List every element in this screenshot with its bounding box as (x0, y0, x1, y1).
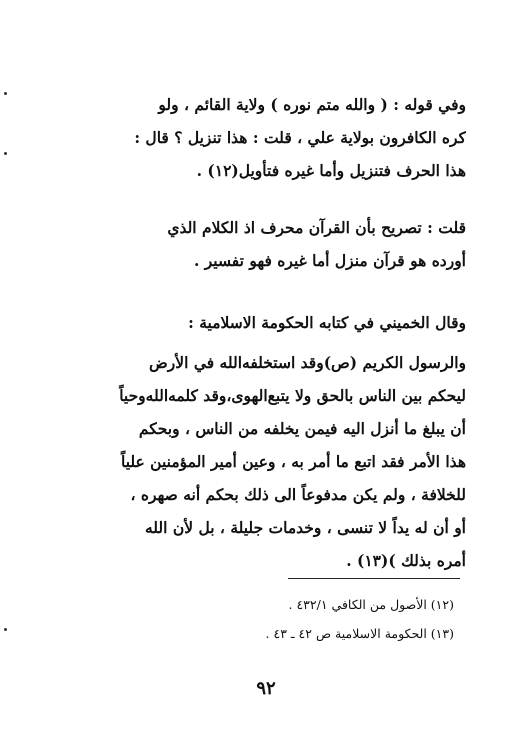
text-line: أورده هو قرآن منزل أما غيره فهو تفسير . (193, 251, 466, 270)
text-line: أو أن له يداً لا تنسى ، وخدمات جليلة ، بل لأن الله (144, 518, 466, 537)
text-line: والرسول الكريم (ص)وقد استخلفه‌الله في الأرض (149, 353, 466, 372)
text-line: أن يبلغ ما أنزل اليه فيمن يخلفه من الناس ، وبحكم (138, 419, 466, 438)
text-line: هذا الأمر فقد اتبع ما أمر به ، وعين أمير المؤمنين علياً (120, 452, 466, 471)
text-line: ليحكم بين الناس بالحق ولا يتبع‌الهوى،وقد كلمه‌الله‌وحياً (119, 386, 466, 405)
page-number: ٩٢ (256, 678, 276, 699)
heading-text: وقال الخميني في كتابه الحكومة الاسلامية : (188, 313, 466, 332)
text-line: للخلافة ، ولم يكن مدفوعاً الى ذلك بحكم أنه صهره ، (130, 485, 466, 504)
scan-speck (4, 628, 7, 631)
paragraph-quotation (58, 346, 466, 577)
paragraph-quote-verse (58, 88, 466, 187)
text-line: قلت : تصريح بأن القرآن محرف اذ الكلام الذي (167, 218, 466, 237)
footnote-12: (١٢) الأصول من الكافي ٤٣٢/١ . (288, 597, 454, 612)
text-line: هذا الحرف فتنزيل وأما غيره فتأويل(١٢) . (196, 161, 466, 180)
text-line: وفي قوله : ( والله متم نوره ) ولاية القائم ، ولو (158, 95, 466, 114)
paragraph-comment (58, 211, 466, 277)
section-heading (58, 306, 466, 339)
footnote-13: (١٣) الحكومة الاسلامية ص ٤٢ ـ ٤٣ . (265, 626, 454, 641)
scan-speck (4, 152, 7, 155)
footnote-separator (288, 578, 460, 579)
text-line: كره الكافرون بولاية علي ، قلت : هذا تنزيل ؟ قال : (134, 128, 466, 147)
scan-speck (4, 92, 7, 95)
text-line: أمره بذلك )(١٣) . (346, 551, 466, 570)
